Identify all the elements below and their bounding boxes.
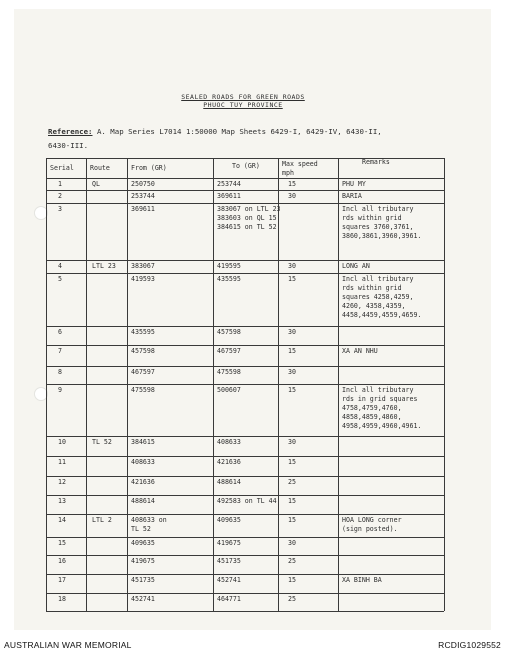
serial-cell: 14 <box>58 516 66 524</box>
column-header: mph <box>282 169 294 177</box>
speed-cell: 25 <box>288 557 296 565</box>
remarks-cell: BARIA <box>342 192 362 200</box>
serial-cell: 18 <box>58 595 66 603</box>
speed-cell: 25 <box>288 478 296 486</box>
serial-cell: 4 <box>58 262 62 270</box>
to-grid-cell: 409635 <box>217 516 241 524</box>
from-grid-cell: 457598 <box>131 347 155 355</box>
speed-cell: 15 <box>288 180 296 188</box>
speed-cell: 15 <box>288 347 296 355</box>
table-column-rule <box>338 158 339 611</box>
column-header: To (GR) <box>232 162 260 170</box>
from-grid-cell: 452741 <box>131 595 155 603</box>
table-rule <box>46 611 444 612</box>
table-rule <box>46 495 444 496</box>
remarks-cell: Incl all tributary rds within grid squares 4258,4259, 4260, 4358,4359, 4458,4459,4559,4659. <box>342 275 422 319</box>
table-rule <box>46 326 444 327</box>
document-title: SEALED ROADS FOR GREEN ROADS <box>181 93 305 101</box>
speed-cell: 30 <box>288 368 296 376</box>
table-rule <box>46 476 444 477</box>
speed-cell: 30 <box>288 438 296 446</box>
from-grid-cell: 467597 <box>131 368 155 376</box>
column-header: Max speed <box>282 160 318 168</box>
table-rule <box>46 456 444 457</box>
to-grid-cell: 419595 <box>217 262 241 270</box>
to-grid-cell: 492583 on TL 44 <box>217 497 277 505</box>
from-grid-cell: 408633 <box>131 458 155 466</box>
serial-cell: 11 <box>58 458 66 466</box>
table-rule <box>46 260 444 261</box>
from-grid-cell: 419593 <box>131 275 155 283</box>
to-grid-cell: 383067 on LTL 23 383603 on QL 15 384615 on TL 52 <box>217 205 281 231</box>
to-grid-cell: 457598 <box>217 328 241 336</box>
table-rule <box>46 574 444 575</box>
serial-cell: 9 <box>58 386 62 394</box>
speed-cell: 30 <box>288 192 296 200</box>
table-rule <box>46 555 444 556</box>
to-grid-cell: 435595 <box>217 275 241 283</box>
serial-cell: 8 <box>58 368 62 376</box>
to-grid-cell: 452741 <box>217 576 241 584</box>
from-grid-cell: 409635 <box>131 539 155 547</box>
table-rule <box>46 190 444 191</box>
to-grid-cell: 451735 <box>217 557 241 565</box>
speed-cell: 30 <box>288 539 296 547</box>
speed-cell: 15 <box>288 576 296 584</box>
from-grid-cell: 250750 <box>131 180 155 188</box>
column-header: Route <box>90 164 110 172</box>
to-grid-cell: 421636 <box>217 458 241 466</box>
to-grid-cell: 488614 <box>217 478 241 486</box>
serial-cell: 7 <box>58 347 62 355</box>
table-column-rule <box>213 158 214 611</box>
table-rule <box>46 366 444 367</box>
serial-cell: 17 <box>58 576 66 584</box>
route-cell: QL <box>92 180 100 188</box>
from-grid-cell: 383067 <box>131 262 155 270</box>
to-grid-cell: 408633 <box>217 438 241 446</box>
speed-cell: 15 <box>288 516 296 524</box>
from-grid-cell: 421636 <box>131 478 155 486</box>
reference-line-continued: 6430-III. <box>48 141 89 150</box>
serial-cell: 6 <box>58 328 62 336</box>
table-rule <box>46 436 444 437</box>
footer-id: RCDIG1029552 <box>438 640 501 650</box>
table-rule <box>46 203 444 204</box>
serial-cell: 5 <box>58 275 62 283</box>
speed-cell: 30 <box>288 262 296 270</box>
column-header: Serial <box>50 164 74 172</box>
document-subtitle: PHUOC TUY PROVINCE <box>203 101 283 109</box>
remarks-cell: HOA LONG corner (sign posted). <box>342 516 402 533</box>
route-cell: LTL 2 <box>92 516 112 524</box>
table-rule <box>46 537 444 538</box>
from-grid-cell: 488614 <box>131 497 155 505</box>
table-column-rule <box>86 158 87 611</box>
from-grid-cell: 369611 <box>131 205 155 213</box>
speed-cell: 30 <box>288 328 296 336</box>
remarks-cell: XA AN NHU <box>342 347 378 355</box>
remarks-cell: LONG AN <box>342 262 370 270</box>
table-column-rule <box>127 158 128 611</box>
table-rule <box>46 273 444 274</box>
to-grid-cell: 369611 <box>217 192 241 200</box>
from-grid-cell: 384615 <box>131 438 155 446</box>
remarks-cell: XA BINH BA <box>342 576 382 584</box>
serial-cell: 3 <box>58 205 62 213</box>
from-grid-cell: 253744 <box>131 192 155 200</box>
column-header: From (GR) <box>131 164 167 172</box>
serial-cell: 13 <box>58 497 66 505</box>
table-rule <box>46 384 444 385</box>
from-grid-cell: 408633 on TL 52 <box>131 516 167 533</box>
serial-cell: 16 <box>58 557 66 565</box>
column-header: Remarks <box>362 158 390 166</box>
remarks-cell: Incl all tributary rds within grid squares 3760,3761, 3860,3861,3960,3961. <box>342 205 422 240</box>
to-grid-cell: 500607 <box>217 386 241 394</box>
serial-cell: 1 <box>58 180 62 188</box>
to-grid-cell: 253744 <box>217 180 241 188</box>
table-rule <box>46 178 444 179</box>
speed-cell: 15 <box>288 497 296 505</box>
remarks-cell: Incl all tributary rds in grid squares 4758,4759,4760, 4858,4859,4860, 4958,4959,4960,4961. <box>342 386 422 430</box>
table-column-rule <box>444 158 445 611</box>
route-cell: TL 52 <box>92 438 112 446</box>
remarks-cell: PHU MY <box>342 180 366 188</box>
to-grid-cell: 464771 <box>217 595 241 603</box>
table-rule <box>46 345 444 346</box>
to-grid-cell: 467597 <box>217 347 241 355</box>
from-grid-cell: 475598 <box>131 386 155 394</box>
table-column-rule <box>46 158 47 611</box>
reference-text: A. Map Series L7014 1:50000 Map Sheets 6429-I, 6429-IV, 6430-II, <box>96 127 382 136</box>
from-grid-cell: 435595 <box>131 328 155 336</box>
speed-cell: 15 <box>288 458 296 466</box>
speed-cell: 15 <box>288 386 296 394</box>
route-cell: LTL 23 <box>92 262 116 270</box>
table-rule <box>46 593 444 594</box>
speed-cell: 15 <box>288 275 296 283</box>
from-grid-cell: 419675 <box>131 557 155 565</box>
table-rule <box>46 514 444 515</box>
serial-cell: 15 <box>58 539 66 547</box>
speed-cell: 25 <box>288 595 296 603</box>
reference-label: Reference: <box>48 127 93 136</box>
serial-cell: 12 <box>58 478 66 486</box>
footer-source: AUSTRALIAN WAR MEMORIAL <box>4 640 132 650</box>
to-grid-cell: 419675 <box>217 539 241 547</box>
serial-cell: 10 <box>58 438 66 446</box>
serial-cell: 2 <box>58 192 62 200</box>
from-grid-cell: 451735 <box>131 576 155 584</box>
to-grid-cell: 475598 <box>217 368 241 376</box>
